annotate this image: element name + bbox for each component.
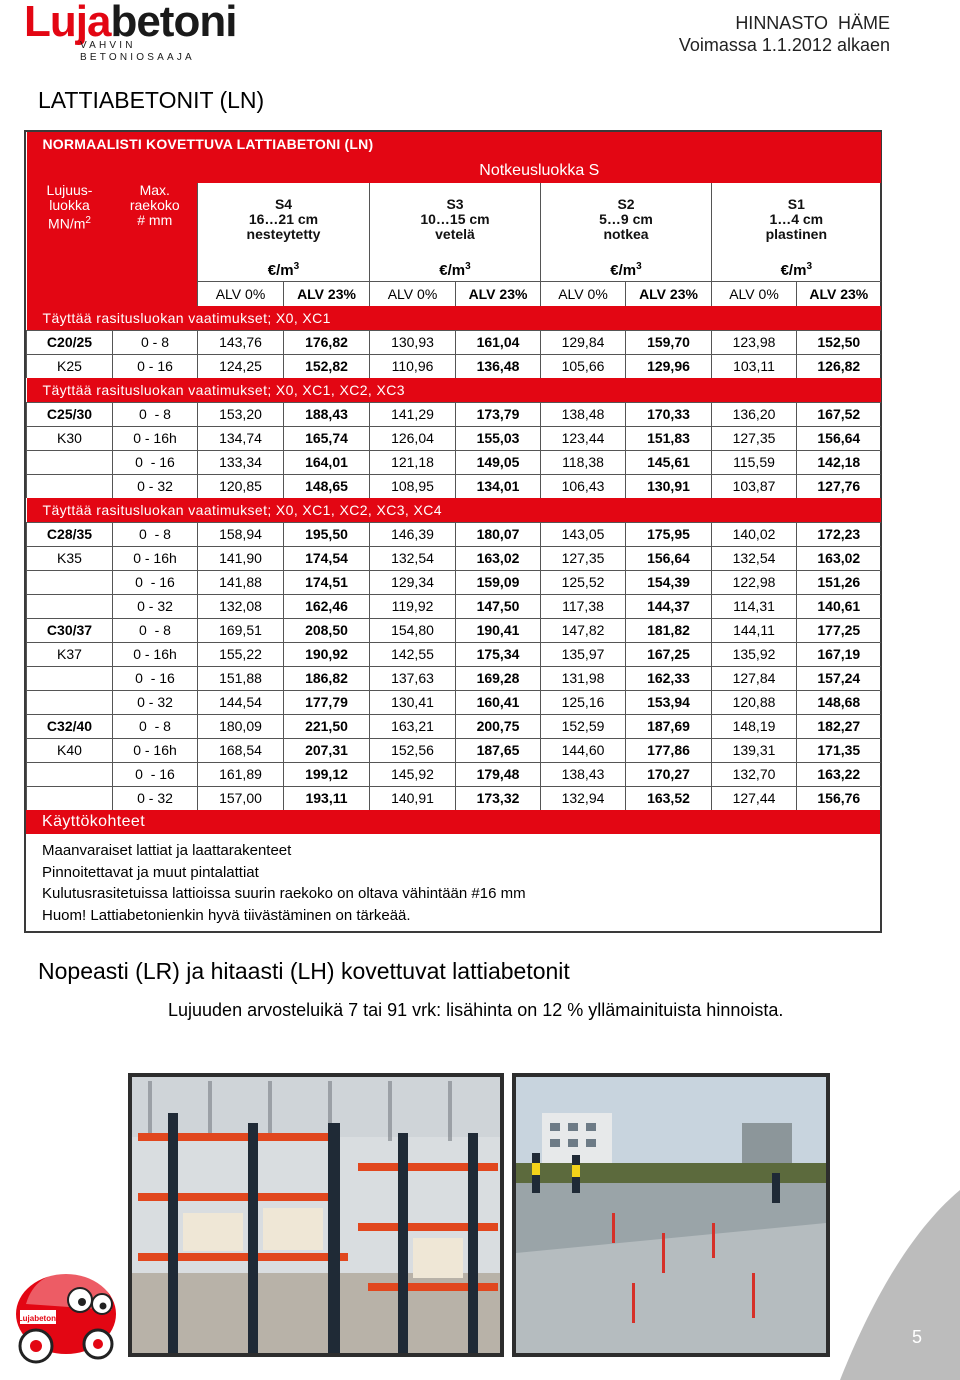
slump-class-code: S1 [787,195,805,212]
price-vat0-cell: 127,84 [712,667,797,691]
usage-line: Pinnoitettavat ja muut pintalattiat [42,863,259,881]
price-vat0-cell: 132,08 [198,595,284,619]
slump-class-name: nesteytetty [246,225,321,242]
price-vat23-cell: 193,11 [284,787,370,811]
slump-class-code: S4 [274,195,293,212]
price-vat0-cell: 133,34 [198,451,284,475]
price-vat23-cell: 174,51 [284,571,370,595]
price-vat0-cell: 147,82 [541,619,626,643]
price-vat23-cell: 190,41 [456,619,541,643]
table-row [27,715,881,739]
price-vat23-cell: 177,86 [626,739,712,763]
price-vat23-cell: 163,52 [626,787,712,811]
price-vat0-cell: 145,92 [370,763,456,787]
table-row [27,619,881,643]
price-vat23-cell: 173,32 [456,787,541,811]
unit-sup: 3 [636,260,642,272]
valid-from: Voimassa 1.1.2012 alkaen [678,35,890,55]
price-vat23-cell: 200,75 [456,715,541,739]
vat-0-label: ALV 0% [198,282,284,307]
price-vat0-cell: 152,56 [370,739,456,763]
unit-cell [370,255,541,282]
table-row [27,595,881,619]
vat-0-label: ALV 0% [370,282,456,307]
price-vat23-cell: 169,28 [456,667,541,691]
price-vat0-cell: 132,54 [370,547,456,571]
price-vat23-cell: 167,19 [797,643,881,667]
table-row [27,739,881,763]
page-number: 5 [911,1327,922,1347]
strength-class-cell [27,595,113,619]
aggregate-header-line: Max. [139,181,170,198]
vat-23-label: ALV 23% [797,282,881,307]
section-header-row [27,306,881,331]
price-vat23-cell: 127,76 [797,475,881,499]
price-vat23-cell: 156,64 [797,427,881,451]
table-banner-row [27,132,881,157]
unit-cell [198,255,370,282]
strength-header-line: Lujuus- [46,181,93,198]
aggregate-header-line: raekoko [129,196,180,213]
usage-title: Käyttökohteet [26,810,880,834]
price-vat0-cell: 168,54 [198,739,284,763]
price-vat0-cell: 132,54 [712,547,797,571]
price-vat23-cell: 177,79 [284,691,370,715]
price-vat0-cell: 140,91 [370,787,456,811]
price-vat0-cell: 139,31 [712,739,797,763]
strength-class-cell: C20/25 [27,331,113,355]
aggregate-cell: 0 - 16 [113,355,198,379]
aggregate-cell: 0 - 32 [113,595,198,619]
price-vat23-cell: 159,70 [626,331,712,355]
price-table [26,132,881,810]
price-vat0-cell: 155,22 [198,643,284,667]
price-vat23-cell: 170,33 [626,403,712,427]
price-vat23-cell: 177,25 [797,619,881,643]
price-vat23-cell: 153,94 [626,691,712,715]
price-vat23-cell: 148,68 [797,691,881,715]
price-vat0-cell: 158,94 [198,523,284,547]
price-vat23-cell: 162,46 [284,595,370,619]
aggregate-cell: 0 - 16 [113,571,198,595]
strength-class-cell: K30 [27,427,113,451]
price-vat23-cell: 164,01 [284,451,370,475]
slump-class-range: 1…4 cm [769,210,824,227]
mascot-label: Lujabetoni [17,1314,59,1323]
price-vat23-cell: 129,96 [626,355,712,379]
strength-class-cell [27,763,113,787]
price-vat0-cell: 130,41 [370,691,456,715]
strength-class-cell: K37 [27,643,113,667]
slump-header-row [27,157,881,184]
table-banner: NORMAALISTI KOVETTUVA LATTIABETONI (LN) [27,132,881,157]
aggregate-cell: 0 - 16h [113,427,198,451]
price-vat23-cell: 182,27 [797,715,881,739]
price-vat0-cell: 117,38 [541,595,626,619]
slump-class-title: Notkeusluokka S [198,157,881,184]
price-vat0-cell: 105,66 [541,355,626,379]
slump-class-name: plastinen [765,225,828,242]
price-vat23-cell: 181,82 [626,619,712,643]
price-vat23-cell: 161,04 [456,331,541,355]
strength-class-cell [27,691,113,715]
price-vat0-cell: 115,59 [712,451,797,475]
brand-logo [24,0,244,63]
price-vat0-cell: 142,55 [370,643,456,667]
price-vat23-cell: 163,22 [797,763,881,787]
price-vat23-cell: 207,31 [284,739,370,763]
price-vat0-cell: 103,87 [712,475,797,499]
price-vat0-cell: 135,92 [712,643,797,667]
price-vat23-cell: 174,54 [284,547,370,571]
price-vat0-cell: 141,88 [198,571,284,595]
mascot-car-icon [6,1252,124,1370]
price-vat23-cell: 176,82 [284,331,370,355]
unit-sup: 3 [806,260,812,272]
price-vat0-cell: 138,48 [541,403,626,427]
price-vat23-cell: 167,25 [626,643,712,667]
price-vat0-cell: 114,31 [712,595,797,619]
price-vat23-cell: 152,50 [797,331,881,355]
price-vat0-cell: 163,21 [370,715,456,739]
price-vat0-cell: 120,85 [198,475,284,499]
unit-sup: 3 [465,260,471,272]
aggregate-cell: 0 - 8 [113,523,198,547]
price-vat0-cell: 129,84 [541,331,626,355]
aggregate-cell: 0 - 8 [113,619,198,643]
price-vat23-cell: 152,82 [284,355,370,379]
price-vat23-cell: 187,65 [456,739,541,763]
price-vat0-cell: 132,70 [712,763,797,787]
table-row [27,475,881,499]
price-vat0-cell: 144,11 [712,619,797,643]
price-vat0-cell: 140,02 [712,523,797,547]
price-vat0-cell: 134,74 [198,427,284,451]
unit-sup: 3 [293,260,300,272]
price-vat0-cell: 151,88 [198,667,284,691]
price-vat0-cell: 123,98 [712,331,797,355]
price-vat0-cell: 135,97 [541,643,626,667]
price-vat0-cell: 129,34 [370,571,456,595]
usage-notes [42,840,526,926]
price-vat0-cell: 125,52 [541,571,626,595]
table-row [27,763,881,787]
aggregate-cell: 0 - 8 [113,403,198,427]
price-vat0-cell: 119,92 [370,595,456,619]
strength-class-cell: K25 [27,355,113,379]
price-vat23-cell: 175,95 [626,523,712,547]
price-vat23-cell: 165,74 [284,427,370,451]
section-header-row [27,378,881,403]
price-vat23-cell: 144,37 [626,595,712,619]
aggregate-cell: 0 - 16h [113,547,198,571]
vat-23-label: ALV 23% [626,282,712,307]
price-vat23-cell: 134,01 [456,475,541,499]
price-vat23-cell: 126,82 [797,355,881,379]
slump-class-name: notkea [603,225,649,242]
aggregate-header [113,157,198,307]
price-vat0-cell: 132,94 [541,787,626,811]
price-vat0-cell: 136,20 [712,403,797,427]
brand-name: Lujabetoni [24,0,237,46]
price-vat23-cell: 180,07 [456,523,541,547]
usage-line: Kulutusrasitetuissa lattioissa suurin raekoko on oltava vähintään #16 mm [42,885,526,902]
table-row [27,787,881,811]
price-vat0-cell: 118,38 [541,451,626,475]
price-vat23-cell: 195,50 [284,523,370,547]
slump-class-s4 [198,183,370,255]
slump-class-range: 5…9 cm [599,210,653,227]
slump-class-code: S3 [446,195,464,212]
price-vat0-cell: 152,59 [541,715,626,739]
page-title: LATTIABETONIT (LN) [38,87,265,113]
price-vat0-cell: 127,35 [712,427,797,451]
strength-header-line: luokka [49,196,90,213]
price-vat23-cell: 179,48 [456,763,541,787]
price-vat0-cell: 161,89 [198,763,284,787]
aggregate-header-line: # mm [137,211,173,228]
strength-class-cell [27,451,113,475]
price-vat0-cell: 138,43 [541,763,626,787]
vat-0-label: ALV 0% [712,282,797,307]
slump-class-name: vetelä [435,225,475,242]
table-row [27,331,881,355]
price-vat23-cell: 163,02 [456,547,541,571]
price-vat23-cell: 157,24 [797,667,881,691]
price-vat0-cell: 126,04 [370,427,456,451]
aggregate-cell: 0 - 16 [113,451,198,475]
price-vat0-cell: 143,76 [198,331,284,355]
section-title: Täyttää rasitusluokan vaatimukset; X0, XC1 [27,306,881,331]
strength-class-header [27,157,113,307]
price-vat0-cell: 144,60 [541,739,626,763]
price-vat23-cell: 163,02 [797,547,881,571]
table-row [27,643,881,667]
price-vat0-cell: 130,93 [370,331,456,355]
price-vat0-cell: 154,80 [370,619,456,643]
price-vat23-cell: 156,64 [626,547,712,571]
corner-decoration [0,1180,960,1380]
price-vat0-cell: 110,96 [370,355,456,379]
strength-class-cell [27,787,113,811]
unit-text: €/m [267,261,294,279]
strength-class-cell [27,667,113,691]
price-vat23-cell: 151,26 [797,571,881,595]
table-row [27,667,881,691]
price-vat0-cell: 121,18 [370,451,456,475]
price-vat23-cell: 136,48 [456,355,541,379]
price-vat23-cell: 140,61 [797,595,881,619]
price-vat0-cell: 125,16 [541,691,626,715]
price-vat0-cell: 108,95 [370,475,456,499]
price-vat23-cell: 159,09 [456,571,541,595]
section-title: Täyttää rasitusluokan vaatimukset; X0, XC1, XC2, XC3, XC4 [27,498,881,523]
price-vat23-cell: 170,27 [626,763,712,787]
price-vat23-cell: 160,41 [456,691,541,715]
price-vat0-cell: 169,51 [198,619,284,643]
price-vat0-cell: 103,11 [712,355,797,379]
strength-class-cell [27,571,113,595]
aggregate-cell: 0 - 8 [113,331,198,355]
price-vat0-cell: 106,43 [541,475,626,499]
price-vat0-cell: 124,25 [198,355,284,379]
strength-class-cell: K40 [27,739,113,763]
price-vat0-cell: 143,05 [541,523,626,547]
unit-text: €/m [439,261,466,279]
unit-cell [541,255,712,282]
price-vat23-cell: 147,50 [456,595,541,619]
price-vat0-cell: 153,20 [198,403,284,427]
brand-tagline: VAHVIN BETONIOSAAJA [80,40,195,63]
strength-class-cell: C25/30 [27,403,113,427]
price-vat23-cell: 221,50 [284,715,370,739]
price-vat23-cell: 167,52 [797,403,881,427]
price-vat23-cell: 155,03 [456,427,541,451]
price-vat23-cell: 130,91 [626,475,712,499]
price-vat23-cell: 188,43 [284,403,370,427]
price-vat23-cell: 154,39 [626,571,712,595]
table-row [27,427,881,451]
table-row [27,523,881,547]
vat-23-label: ALV 23% [456,282,541,307]
table-row [27,691,881,715]
slump-class-s1 [712,183,881,255]
price-vat23-cell: 187,69 [626,715,712,739]
section2-note: Lujuuden arvosteluikä 7 tai 91 vrk: lisähinta on 12 % yllämainituista hinnoista. [168,1000,784,1020]
usage-line: Huom! Lattiabetonienkin hyvä tiivästäminen on tärkeää. [42,906,411,924]
slump-class-range: 16…21 cm [248,210,319,227]
price-vat23-cell: 190,92 [284,643,370,667]
price-vat0-cell: 123,44 [541,427,626,451]
table-row [27,451,881,475]
price-vat23-cell: 172,23 [797,523,881,547]
aggregate-cell: 0 - 16 [113,763,198,787]
aggregate-cell: 0 - 8 [113,715,198,739]
aggregate-cell: 0 - 32 [113,475,198,499]
aggregate-cell: 0 - 16h [113,739,198,763]
table-row [27,547,881,571]
table-row [27,403,881,427]
price-vat23-cell: 142,18 [797,451,881,475]
price-vat23-cell: 199,12 [284,763,370,787]
unit-text: €/m [780,261,807,279]
price-vat0-cell: 141,90 [198,547,284,571]
price-vat0-cell: 122,98 [712,571,797,595]
price-vat23-cell: 208,50 [284,619,370,643]
price-vat23-cell: 175,34 [456,643,541,667]
price-vat23-cell: 162,33 [626,667,712,691]
price-vat0-cell: 131,98 [541,667,626,691]
aggregate-cell: 0 - 16h [113,643,198,667]
strength-class-cell: C32/40 [27,715,113,739]
aggregate-cell: 0 - 32 [113,691,198,715]
price-vat0-cell: 157,00 [198,787,284,811]
price-vat23-cell: 171,35 [797,739,881,763]
slump-class-range: 10…15 cm [420,210,490,227]
slump-class-s2 [541,183,712,255]
price-vat23-cell: 156,76 [797,787,881,811]
aggregate-cell: 0 - 32 [113,787,198,811]
price-vat0-cell: 137,63 [370,667,456,691]
price-vat0-cell: 141,29 [370,403,456,427]
unit-cell [712,255,881,282]
strength-class-cell: K35 [27,547,113,571]
unit-text: €/m [610,261,637,279]
strength-class-cell: C28/35 [27,523,113,547]
section-title: Täyttää rasitusluokan vaatimukset; X0, XC1, XC2, XC3 [27,378,881,403]
strength-class-cell: C30/37 [27,619,113,643]
price-vat0-cell: 120,88 [712,691,797,715]
slump-class-s3 [370,183,541,255]
header-info [679,12,890,56]
section-header-row [27,498,881,523]
slump-class-code: S2 [617,195,635,212]
price-vat0-cell: 148,19 [712,715,797,739]
price-vat0-cell: 146,39 [370,523,456,547]
section2-title: Nopeasti (LR) ja hitaasti (LH) kovettuvat lattiabetonit [38,958,570,984]
price-vat0-cell: 127,35 [541,547,626,571]
price-vat23-cell: 148,65 [284,475,370,499]
aggregate-cell: 0 - 16 [113,667,198,691]
table-row [27,355,881,379]
price-vat23-cell: 173,79 [456,403,541,427]
price-vat0-cell: 127,44 [712,787,797,811]
price-vat23-cell: 151,83 [626,427,712,451]
vat-0-label: ALV 0% [541,282,626,307]
price-vat23-cell: 149,05 [456,451,541,475]
table-row [27,571,881,595]
strength-class-cell [27,475,113,499]
pricelist-title: HINNASTO HÄME [735,13,890,33]
vat-23-label: ALV 23% [284,282,370,307]
price-vat23-cell: 186,82 [284,667,370,691]
price-vat23-cell: 145,61 [626,451,712,475]
price-vat0-cell: 144,54 [198,691,284,715]
usage-line: Maanvaraiset lattiat ja laattarakenteet [42,842,292,859]
strength-header-line: $MN/m^2$ [48,214,91,232]
price-vat0-cell: 180,09 [198,715,284,739]
